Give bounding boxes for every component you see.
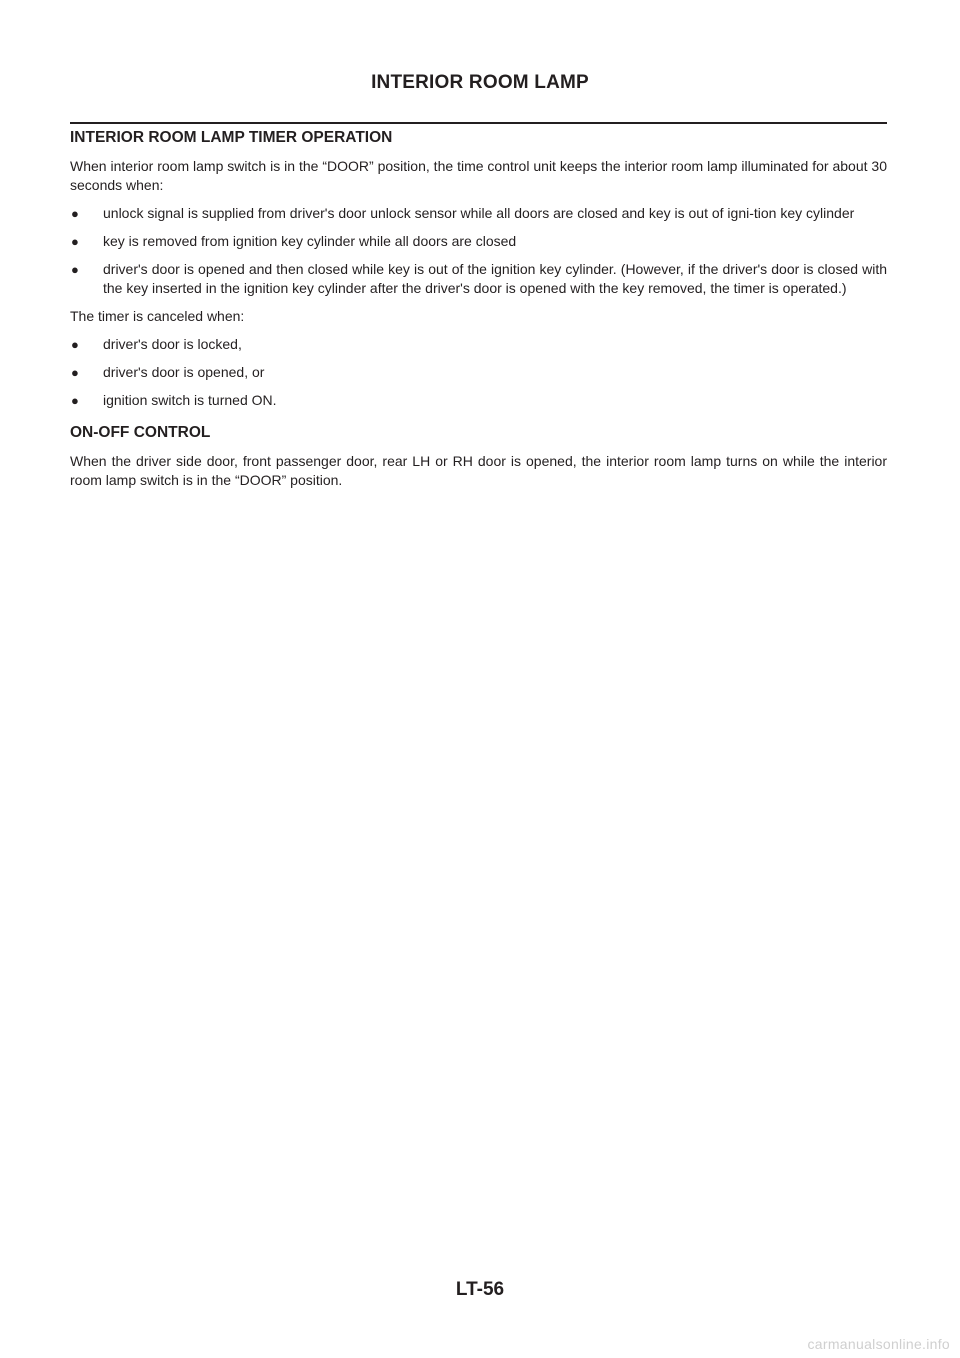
list-item	[70, 204, 887, 223]
list-item-text: driver's door is opened and then closed while key is out of the ignition key cylinder. (However, if the driver's door is closed with the key inserted in the ignition key cylinder after the driver's door is opened with the key removed, the timer is operated.)	[103, 261, 887, 296]
timer-cancel-paragraph: The timer is canceled when:	[70, 308, 245, 324]
list-item	[70, 391, 887, 410]
watermark: carmanualsonline.info	[807, 1336, 950, 1352]
list-item-text: driver's door is locked,	[103, 336, 242, 352]
document-body	[70, 122, 887, 499]
bullet-icon: ●	[71, 337, 79, 352]
timer-intro-paragraph: When interior room lamp switch is in the “DOOR” position, the time control unit keeps the interior room lamp illuminated for about 30 seconds when:	[70, 158, 887, 193]
list-item	[70, 232, 887, 251]
bullet-icon: ●	[71, 234, 79, 249]
bullet-icon: ●	[71, 393, 79, 408]
on-off-paragraph: When the driver side door, front passenger door, rear LH or RH door is opened, the interior room lamp turns on while the interior room lamp switch is in the “DOOR” position.	[70, 453, 887, 488]
timer-conditions-list	[70, 204, 887, 298]
list-item	[70, 363, 887, 382]
page-title: INTERIOR ROOM LAMP	[371, 72, 589, 93]
bullet-icon: ●	[71, 365, 79, 380]
list-item-text: driver's door is opened, or	[103, 364, 265, 380]
timer-cancel-list	[70, 335, 887, 410]
section-heading-on-off-control: ON-OFF CONTROL	[70, 424, 211, 441]
list-item-text: key is removed from ignition key cylinder while all doors are closed	[103, 233, 517, 249]
list-item-text: ignition switch is turned ON.	[103, 392, 277, 408]
list-item	[70, 260, 887, 298]
bullet-icon: ●	[71, 262, 79, 277]
list-item-text: unlock signal is supplied from driver's door unlock sensor while all doors are closed and key is out of igni-tion key cylinder	[103, 205, 855, 221]
list-item	[70, 335, 887, 354]
bullet-icon: ●	[71, 206, 79, 221]
page-number: LT-56	[455, 1279, 505, 1300]
section-heading-timer-operation: INTERIOR ROOM LAMP TIMER OPERATION	[70, 129, 393, 146]
